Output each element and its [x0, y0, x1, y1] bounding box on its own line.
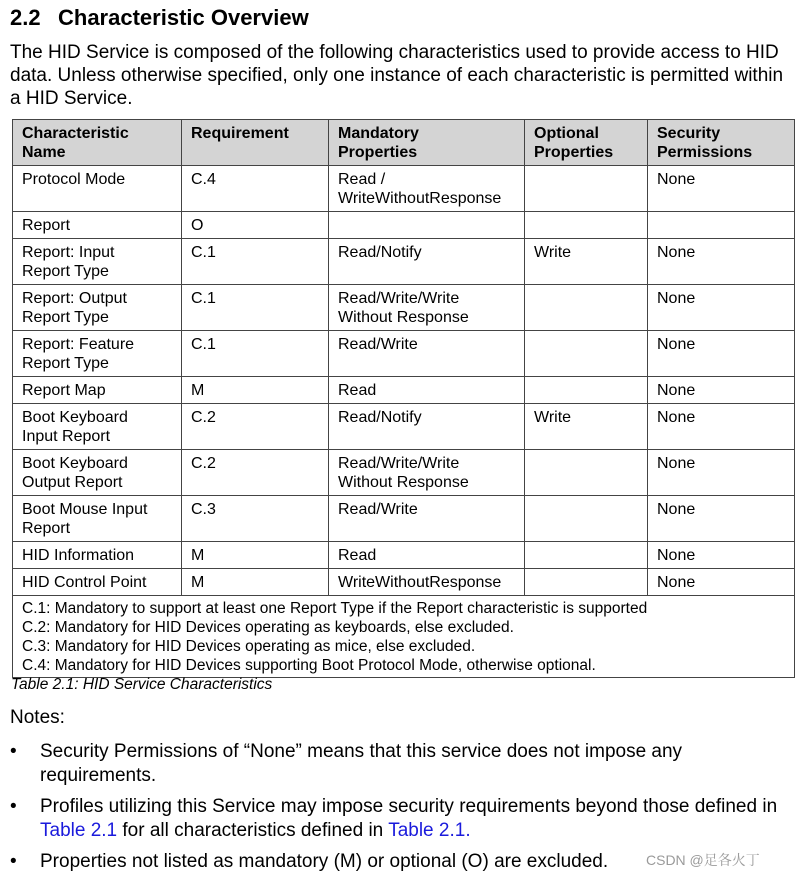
cell-requirement — [182, 212, 329, 239]
bullet-icon: • — [10, 741, 17, 762]
cell-requirement — [182, 377, 329, 404]
cell-text: C.1 — [191, 290, 216, 307]
cell-optional-properties — [525, 450, 648, 496]
cell-security-permissions — [648, 542, 795, 569]
cell-text: HID Control Point — [22, 574, 147, 591]
cell-text: Write — [534, 409, 572, 426]
note-text: . — [465, 820, 471, 841]
cell-optional-properties — [525, 239, 648, 285]
header-mandatory-properties — [329, 120, 525, 166]
cell-requirement — [182, 239, 329, 285]
bullet-icon: • — [10, 851, 17, 872]
cell-text: Input Report — [22, 428, 111, 445]
cell-text: Write — [534, 244, 572, 261]
header-text: Security — [657, 125, 721, 142]
cell-security-permissions — [648, 496, 795, 542]
characteristics-table — [12, 119, 795, 678]
cell-mandatory-properties — [329, 377, 525, 404]
table-2-1-link[interactable]: Table 2.1 — [40, 820, 118, 841]
header-text: Optional — [534, 125, 599, 142]
cell-text: Read/Write/Write — [338, 455, 460, 472]
table-row — [13, 569, 795, 596]
header-characteristic-name — [13, 120, 182, 166]
table-row — [13, 166, 795, 212]
cell-security-permissions — [648, 569, 795, 596]
cell-text: Without Response — [338, 474, 469, 491]
cell-security-permissions — [648, 166, 795, 212]
footnote-c3: C.3: Mandatory for HID Devices operating as mice, else excluded. — [22, 638, 476, 655]
cell-text: C.2 — [191, 455, 216, 472]
note-text: for all characteristics defined in — [117, 820, 389, 841]
table-footnotes — [13, 596, 795, 678]
table-caption: Table 2.1: HID Service Characteristics — [11, 676, 273, 693]
cell-text: Report Map — [22, 382, 106, 399]
cell-text: None — [657, 455, 696, 472]
table-row — [13, 331, 795, 377]
header-text: Properties — [534, 144, 614, 161]
cell-security-permissions — [648, 239, 795, 285]
cell-text: Report: Input — [22, 244, 115, 261]
table-2-1-link[interactable]: Table 2.1 — [388, 820, 466, 841]
cell-characteristic-name — [13, 239, 182, 285]
cell-text: Output Report — [22, 474, 123, 491]
cell-text: Report Type — [22, 263, 109, 280]
cell-requirement — [182, 496, 329, 542]
cell-text: None — [657, 574, 696, 591]
header-text: Permissions — [657, 144, 753, 161]
cell-text: Report — [22, 217, 71, 234]
cell-text: C.4 — [191, 171, 216, 188]
header-requirement — [182, 120, 329, 166]
cell-text: None — [657, 382, 696, 399]
footnote-row — [13, 596, 795, 678]
cell-text: WriteWithoutResponse — [338, 574, 502, 591]
cell-optional-properties — [525, 569, 648, 596]
cell-text: Read/Notify — [338, 244, 422, 261]
note-text: Security Permissions of “None” means that this service does not impose any requirements. — [40, 741, 683, 786]
cell-mandatory-properties — [329, 569, 525, 596]
cell-text: Boot Keyboard — [22, 409, 128, 426]
table-row — [13, 404, 795, 450]
header-text: Properties — [338, 144, 418, 161]
cell-text: Read/Write — [338, 336, 418, 353]
table-row — [13, 285, 795, 331]
cell-mandatory-properties — [329, 496, 525, 542]
bullet-icon: • — [10, 796, 17, 817]
cell-characteristic-name — [13, 569, 182, 596]
cell-optional-properties — [525, 331, 648, 377]
cell-requirement — [182, 331, 329, 377]
cell-optional-properties — [525, 285, 648, 331]
cell-characteristic-name — [13, 404, 182, 450]
cell-text: Report — [22, 520, 71, 537]
cell-security-permissions — [648, 285, 795, 331]
header-text: Requirement — [191, 125, 289, 142]
cell-mandatory-properties — [329, 239, 525, 285]
cell-optional-properties — [525, 404, 648, 450]
intro-paragraph: The HID Service is composed of the following characteristics used to provide access to HID data. Unless otherwise specified, only one instance of each characteristic is permitted within a HID Service. — [10, 42, 784, 109]
section-title: Characteristic Overview — [58, 5, 309, 30]
cell-requirement — [182, 542, 329, 569]
cell-text: C.1 — [191, 244, 216, 261]
cell-mandatory-properties — [329, 542, 525, 569]
cell-requirement — [182, 404, 329, 450]
table-row — [13, 212, 795, 239]
footnote-c1: C.1: Mandatory to support at least one Report Type if the Report characteristic is supported — [22, 600, 648, 617]
cell-mandatory-properties — [329, 212, 525, 239]
cell-text: M — [191, 382, 205, 399]
cell-security-permissions — [648, 404, 795, 450]
table-header-row — [13, 120, 795, 166]
header-text: Characteristic — [22, 125, 129, 142]
cell-text: Report Type — [22, 309, 109, 326]
cell-text: C.3 — [191, 501, 216, 518]
cell-text: WriteWithoutResponse — [338, 190, 502, 207]
cell-mandatory-properties — [329, 404, 525, 450]
cell-characteristic-name — [13, 496, 182, 542]
watermark: CSDN @足各火丁 — [646, 852, 760, 868]
cell-text: Read — [338, 547, 377, 564]
cell-text: None — [657, 171, 696, 188]
footnote-c2: C.2: Mandatory for HID Devices operating as keyboards, else excluded. — [22, 619, 514, 636]
cell-mandatory-properties — [329, 166, 525, 212]
notes-title: Notes: — [10, 707, 65, 728]
table-body — [13, 166, 795, 596]
cell-text: Report: Output — [22, 290, 127, 307]
cell-text: M — [191, 547, 205, 564]
cell-text: HID Information — [22, 547, 135, 564]
list-item — [10, 795, 785, 843]
cell-text: Report Type — [22, 355, 109, 372]
table-row — [13, 377, 795, 404]
table-row — [13, 496, 795, 542]
cell-characteristic-name — [13, 542, 182, 569]
section-heading — [10, 5, 309, 31]
header-text: Mandatory — [338, 125, 419, 142]
cell-security-permissions — [648, 450, 795, 496]
cell-security-permissions — [648, 377, 795, 404]
cell-text: O — [191, 217, 204, 234]
header-security-permissions — [648, 120, 795, 166]
cell-text: Boot Mouse Input — [22, 501, 148, 518]
table-row — [13, 542, 795, 569]
cell-requirement — [182, 285, 329, 331]
cell-characteristic-name — [13, 285, 182, 331]
footnote-c4: C.4: Mandatory for HID Devices supporting Boot Protocol Mode, otherwise optional. — [22, 657, 596, 674]
cell-text: C.2 — [191, 409, 216, 426]
cell-text: C.1 — [191, 336, 216, 353]
cell-text: Read/Notify — [338, 409, 422, 426]
cell-characteristic-name — [13, 450, 182, 496]
cell-characteristic-name — [13, 331, 182, 377]
header-text: Name — [22, 144, 66, 161]
cell-text: None — [657, 547, 696, 564]
cell-mandatory-properties — [329, 450, 525, 496]
header-optional-properties — [525, 120, 648, 166]
cell-text: Protocol Mode — [22, 171, 126, 188]
cell-text: Read/Write/Write — [338, 290, 460, 307]
cell-security-permissions — [648, 212, 795, 239]
cell-characteristic-name — [13, 377, 182, 404]
cell-text: None — [657, 244, 696, 261]
cell-requirement — [182, 569, 329, 596]
table-row — [13, 239, 795, 285]
cell-text: M — [191, 574, 205, 591]
cell-security-permissions — [648, 331, 795, 377]
cell-characteristic-name — [13, 212, 182, 239]
cell-requirement — [182, 166, 329, 212]
cell-optional-properties — [525, 496, 648, 542]
cell-optional-properties — [525, 377, 648, 404]
table-row — [13, 450, 795, 496]
cell-text: Report: Feature — [22, 336, 135, 353]
cell-optional-properties — [525, 166, 648, 212]
cell-text: None — [657, 501, 696, 518]
cell-mandatory-properties — [329, 331, 525, 377]
cell-text: Without Response — [338, 309, 469, 326]
cell-optional-properties — [525, 212, 648, 239]
cell-text: Read / — [338, 171, 386, 188]
cell-text: None — [657, 290, 696, 307]
note-text: Profiles utilizing this Service may impose security requirements beyond those defined in — [40, 796, 778, 817]
cell-mandatory-properties — [329, 285, 525, 331]
cell-text: Read/Write — [338, 501, 418, 518]
cell-optional-properties — [525, 542, 648, 569]
cell-text: None — [657, 409, 696, 426]
cell-text: Read — [338, 382, 377, 399]
cell-text: None — [657, 336, 696, 353]
section-number: 2.2 — [10, 5, 41, 30]
cell-requirement — [182, 450, 329, 496]
list-item — [10, 740, 785, 788]
cell-text: Boot Keyboard — [22, 455, 128, 472]
cell-characteristic-name — [13, 166, 182, 212]
note-text: Properties not listed as mandatory (M) or optional (O) are excluded. — [40, 851, 609, 872]
